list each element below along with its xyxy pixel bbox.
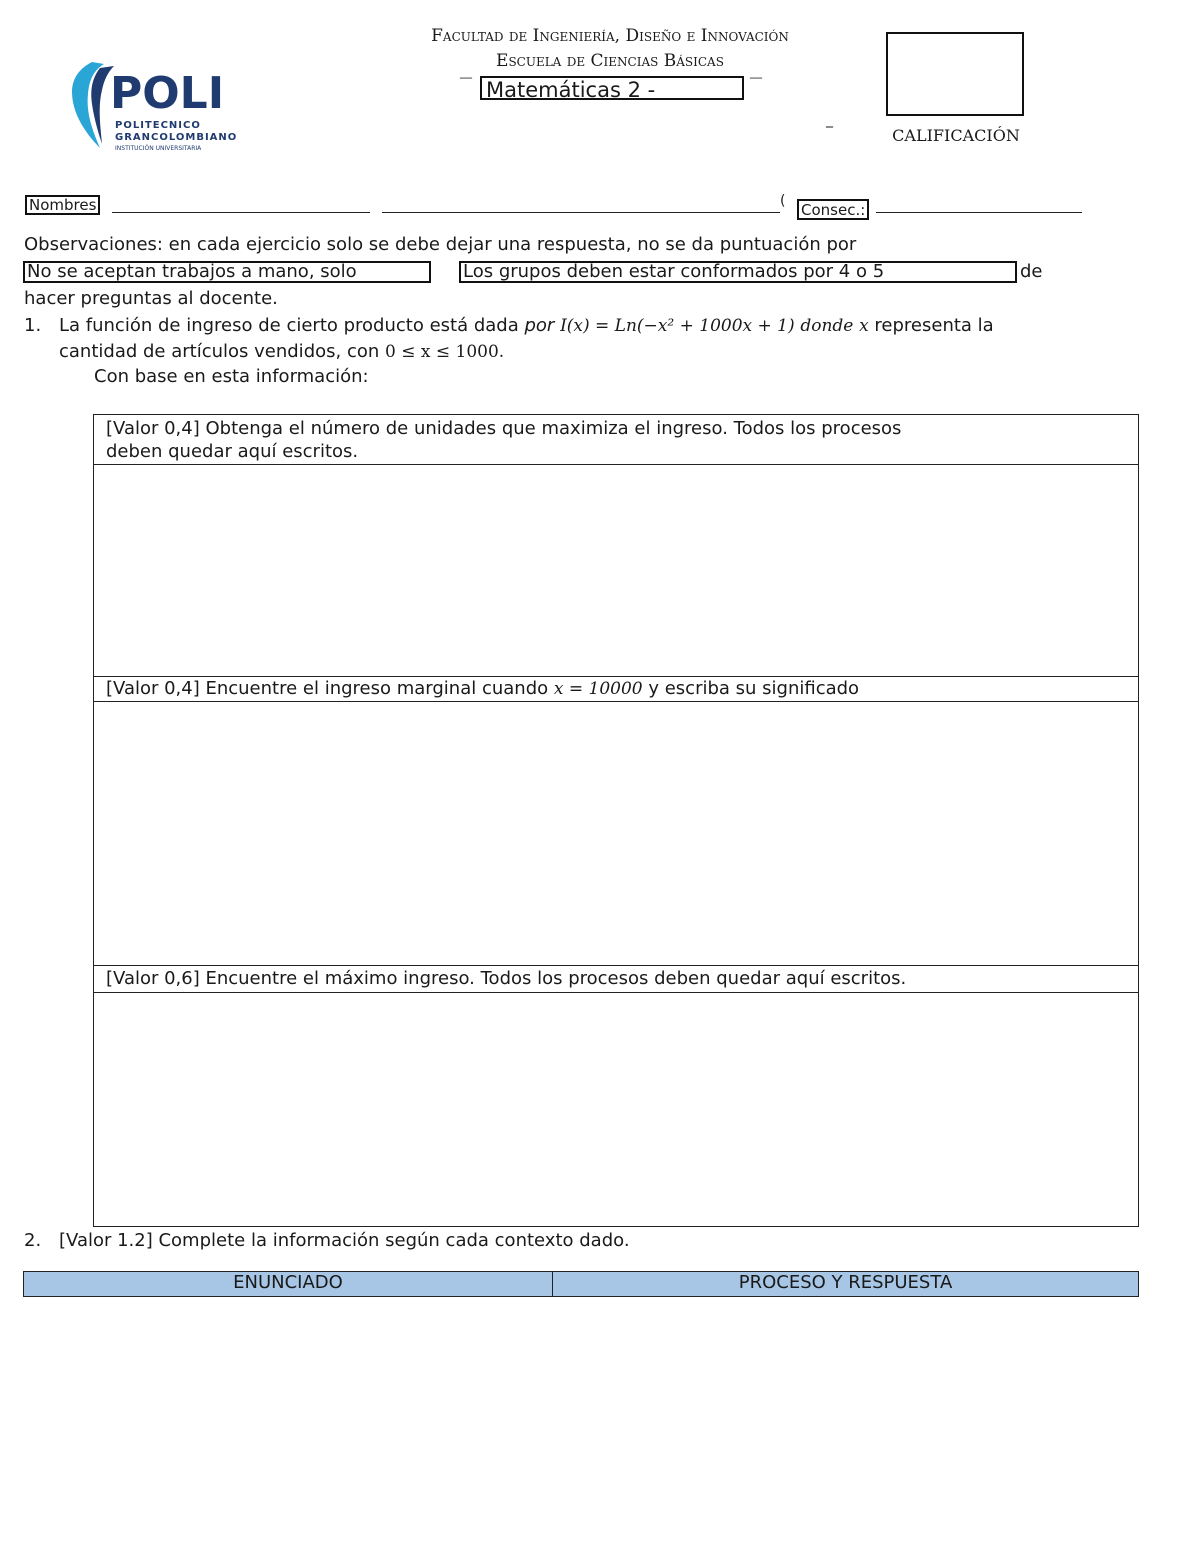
paren-mark: ( <box>780 193 786 209</box>
q1-var: x <box>859 316 869 336</box>
q1-line2-start: cantidad de artículos vendidos, con <box>59 341 380 362</box>
observations-after-box: de <box>1020 261 1043 282</box>
q1-part1-text2: deben quedar aquí escritos. <box>106 441 359 462</box>
q1-part2-text2: y escriba su significado <box>648 678 860 699</box>
names-label: Nombres <box>25 195 100 215</box>
q1-part2-answer-area[interactable] <box>94 701 1138 965</box>
faculty-title: Facultad de Ingeniería, Diseño e Innovación <box>431 26 789 46</box>
q2-col-enunciado: ENUNCIADO <box>24 1272 553 1296</box>
school-title: Escuela de Ciencias Básicas <box>496 51 724 71</box>
q2-number: 2. <box>24 1230 42 1251</box>
q1-intro-end: representa la <box>874 315 994 336</box>
dash-mark: _ <box>826 112 833 128</box>
q1-formula: I(x) = Ln(−x² + 1000x + 1) <box>560 316 795 336</box>
observations-line1: Observaciones: en cada ejercicio solo se debe dejar una respuesta, no se da puntuación por <box>24 234 857 255</box>
q1-part2-text: [Valor 0,4] Encuentre el ingreso marginal cuando <box>106 678 549 699</box>
q1-intro <box>59 315 994 336</box>
logo-line1: POLITECNICO <box>115 120 201 131</box>
q1-por: por <box>524 315 555 336</box>
subject-field[interactable]: Matemáticas 2 - <box>480 76 744 100</box>
q1-intro-start: La función de ingreso de cierto producto está dada <box>59 315 519 336</box>
logo-brand: POLI <box>110 68 225 119</box>
q1-part2-math: x = 10000 <box>553 679 643 699</box>
q1-part3-answer-area[interactable] <box>94 992 1138 1226</box>
q2-text: [Valor 1.2] Complete la información según cada contexto dado. <box>59 1230 630 1251</box>
poli-logo-mark <box>70 60 250 155</box>
poli-logo <box>70 60 250 155</box>
names-line[interactable] <box>112 212 370 213</box>
surnames-line[interactable] <box>382 212 780 213</box>
tick-left: ‾‾ <box>460 76 472 90</box>
q1-part1-header <box>106 417 901 464</box>
q1-line3: Con base en esta información: <box>94 366 369 387</box>
q2-table-header <box>23 1271 1139 1297</box>
grade-box[interactable] <box>886 32 1024 116</box>
consec-label: Consec.: <box>797 199 869 220</box>
q1-donde: donde <box>800 316 854 336</box>
logo-line2: GRANCOLOMBIANO <box>115 132 238 143</box>
q2-col-proceso: PROCESO Y RESPUESTA <box>738 1272 953 1293</box>
q1-part2-header <box>94 676 1138 702</box>
tick-right: ‾‾ <box>750 76 762 90</box>
q1-part3-text: [Valor 0,6] Encuentre el máximo ingreso. Todos los procesos deben quedar aquí escritos. <box>106 968 907 989</box>
q1-range: 0 ≤ x ≤ 1000. <box>385 342 505 362</box>
q1-part1-answer-area[interactable] <box>94 464 1138 676</box>
q1-part3-header <box>94 965 1138 993</box>
consec-line[interactable] <box>876 212 1082 213</box>
q1-line2 <box>59 341 504 362</box>
grade-label: CALIFICACIÓN <box>892 126 1020 145</box>
observations-box-left: No se aceptan trabajos a mano, solo <box>23 261 431 283</box>
q1-answer-table <box>93 414 1139 1227</box>
q1-number: 1. <box>24 315 42 336</box>
q1-part1-text: [Valor 0,4] Obtenga el número de unidades que maximiza el ingreso. Todos los procesos <box>106 418 902 439</box>
observations-box-right: Los grupos deben estar conformados por 4 o 5 <box>459 261 1017 283</box>
observations-line3: hacer preguntas al docente. <box>24 288 278 309</box>
logo-line3: INSTITUCIÓN UNIVERSITARIA <box>115 145 202 152</box>
